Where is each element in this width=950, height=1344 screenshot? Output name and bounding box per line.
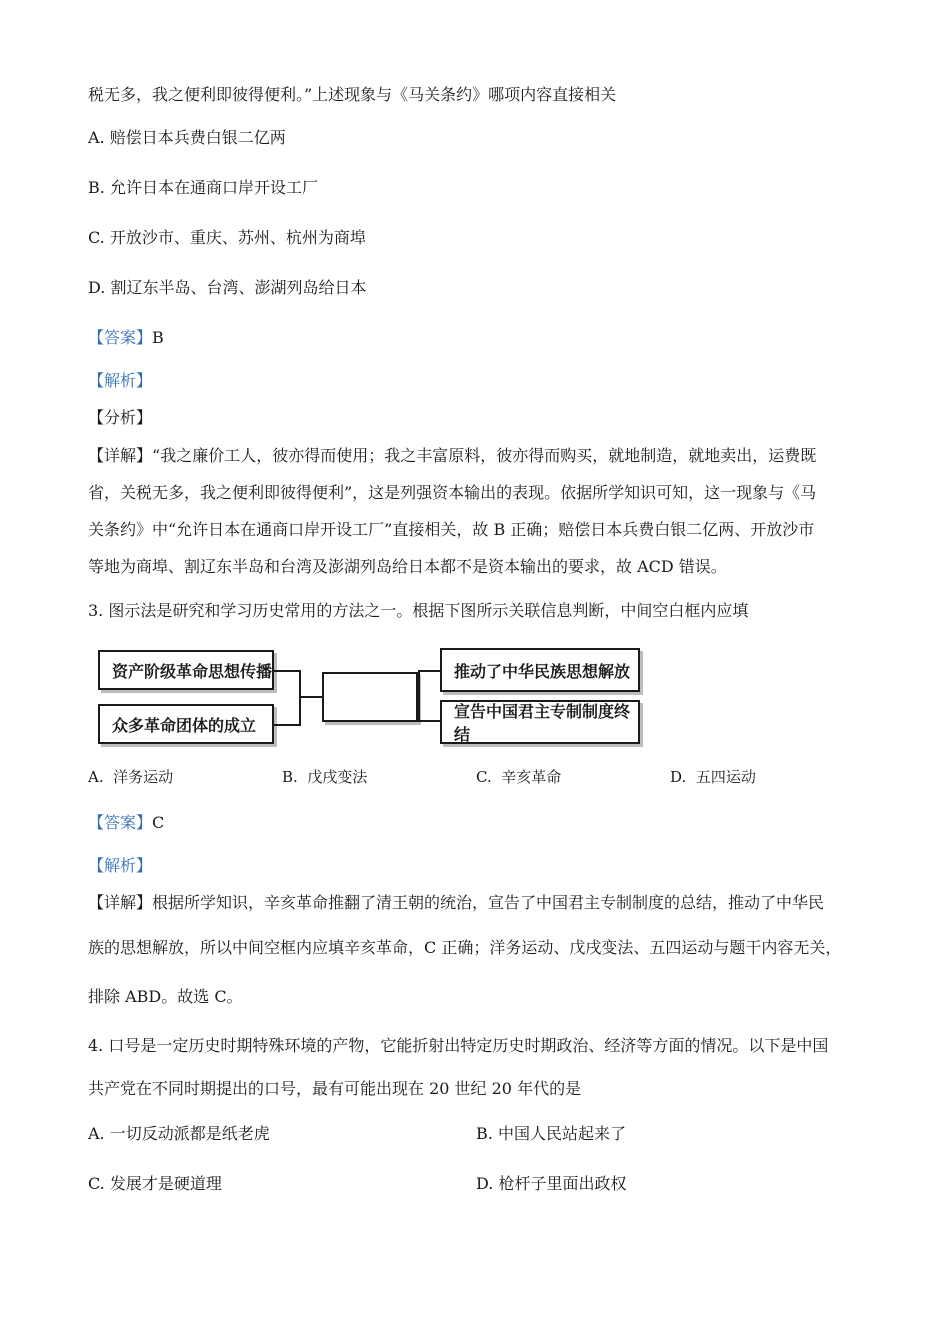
q2-answer xyxy=(88,325,164,348)
diagram-box-left-bottom: 众多革命团体的成立 xyxy=(98,704,274,744)
option-letter: B. xyxy=(88,178,105,197)
detail-label: 【详解】 xyxy=(88,446,153,465)
option-letter: D. xyxy=(670,768,687,786)
connector-line xyxy=(418,670,420,722)
q3-detail-line-1 xyxy=(88,890,824,913)
connector-line xyxy=(274,724,300,726)
option-letter: C. xyxy=(88,228,105,247)
diagram-box-center xyxy=(322,672,418,722)
answer-value: C xyxy=(152,813,165,832)
connector-line xyxy=(299,696,322,698)
option-text: 中国人民站起来了 xyxy=(497,1124,626,1143)
q4-option-c xyxy=(88,1171,222,1194)
option-text: 赔偿日本兵费白银二亿两 xyxy=(109,128,286,147)
q3-stem: 3. 图示法是研究和学习历史常用的方法之一。根据下图所示关联信息判断，中间空白框内应填 xyxy=(88,601,749,620)
q2-option-b xyxy=(88,175,318,198)
q4-option-d xyxy=(476,1171,626,1194)
option-text: 枪杆子里面出政权 xyxy=(498,1174,627,1193)
q3-answer xyxy=(88,810,164,833)
q2-stem-tail: 税无多，我之便利即彼得便利。”上述现象与《马关条约》哪项内容直接相关 xyxy=(88,85,617,104)
q3-option-d xyxy=(670,766,756,787)
q2-detail-line-2: 省，关税无多，我之便利即彼得便利”，这是列强资本输出的表现。依据所学知识可知，这一现象与《马 xyxy=(88,483,817,502)
detail-label: 【详解】 xyxy=(88,893,153,912)
option-letter: B. xyxy=(282,768,298,786)
option-letter: D. xyxy=(476,1174,494,1193)
q2-option-d xyxy=(88,275,366,298)
connector-line xyxy=(274,670,300,672)
q4-option-b xyxy=(476,1121,626,1144)
option-text: 开放沙市、重庆、苏州、杭州为商埠 xyxy=(109,228,366,247)
q4-stem-line-2: 共产党在不同时期提出的口号，最有可能出现在 20 世纪 20 年代的是 xyxy=(88,1079,582,1098)
option-letter: B. xyxy=(476,1124,493,1143)
q4-stem-line-1: 4. 口号是一定历史时期特殊环境的产物，它能折射出特定历史时期政治、经济等方面的情况。以下是中国 xyxy=(88,1036,829,1055)
q4-option-a xyxy=(88,1121,270,1144)
connector-line xyxy=(418,670,440,672)
connector-line xyxy=(299,670,301,726)
q2-option-c xyxy=(88,225,366,248)
q3-analysis-label: 【解析】 xyxy=(88,856,153,875)
answer-label: 【答案】 xyxy=(88,328,153,347)
connector-line xyxy=(418,720,440,722)
option-letter: C. xyxy=(476,768,492,786)
q2-fenxi-label: 【分析】 xyxy=(88,408,153,427)
q3-detail-line-3: 排除 ABD。故选 C。 xyxy=(88,987,243,1006)
diagram-box-right-top: 推动了中华民族思想解放 xyxy=(440,648,640,692)
option-text: 戊戌变法 xyxy=(307,768,368,786)
option-letter: D. xyxy=(88,278,106,297)
diagram-box-right-bottom: 宣告中国君主专制制度终结 xyxy=(440,700,640,744)
q3-option-b xyxy=(282,766,367,787)
detail-text: “我之廉价工人，彼亦得而使用；我之丰富原料，彼亦得而购买，就地制造，就地卖出，运费既 xyxy=(152,446,817,465)
option-letter: C. xyxy=(88,1174,105,1193)
option-text: 辛亥革命 xyxy=(501,768,562,786)
diagram-box-left-top: 资产阶级革命思想传播 xyxy=(98,650,274,690)
option-text: 发展才是硬道理 xyxy=(109,1174,222,1193)
option-letter: A. xyxy=(88,1124,105,1143)
q3-option-a xyxy=(88,766,173,787)
q2-analysis-label: 【解析】 xyxy=(88,371,153,390)
option-text: 洋务运动 xyxy=(113,768,174,786)
option-text: 割辽东半岛、台湾、澎湖列岛给日本 xyxy=(110,278,367,297)
option-letter: A. xyxy=(88,768,104,786)
q3-option-c xyxy=(476,766,561,787)
option-text: 五四运动 xyxy=(695,768,756,786)
option-text: 允许日本在通商口岸开设工厂 xyxy=(109,178,318,197)
answer-value: B xyxy=(152,328,164,347)
q3-detail-line-2: 族的思想解放，所以中间空框内应填辛亥革命，C 正确；洋务运动、戊戌变法、五四运动与题干内容无关， xyxy=(88,938,842,957)
q2-detail-line-1 xyxy=(88,443,816,466)
detail-text: 根据所学知识，辛亥革命推翻了清王朝的统治，宣告了中国君主专制制度的总结，推动了中华民 xyxy=(152,893,825,912)
q2-detail-line-4: 等地为商埠、割辽东半岛和台湾及澎湖列岛给日本都不是资本输出的要求，故 ACD 错误。 xyxy=(88,557,727,576)
option-letter: A. xyxy=(88,128,105,147)
answer-label: 【答案】 xyxy=(88,813,153,832)
option-text: 一切反动派都是纸老虎 xyxy=(109,1124,270,1143)
q2-option-a xyxy=(88,125,286,148)
q2-detail-line-3: 关条约》中“允许日本在通商口岸开设工厂”直接相关，故 B 正确；赔偿日本兵费白银二亿两、开放沙市 xyxy=(88,520,815,539)
